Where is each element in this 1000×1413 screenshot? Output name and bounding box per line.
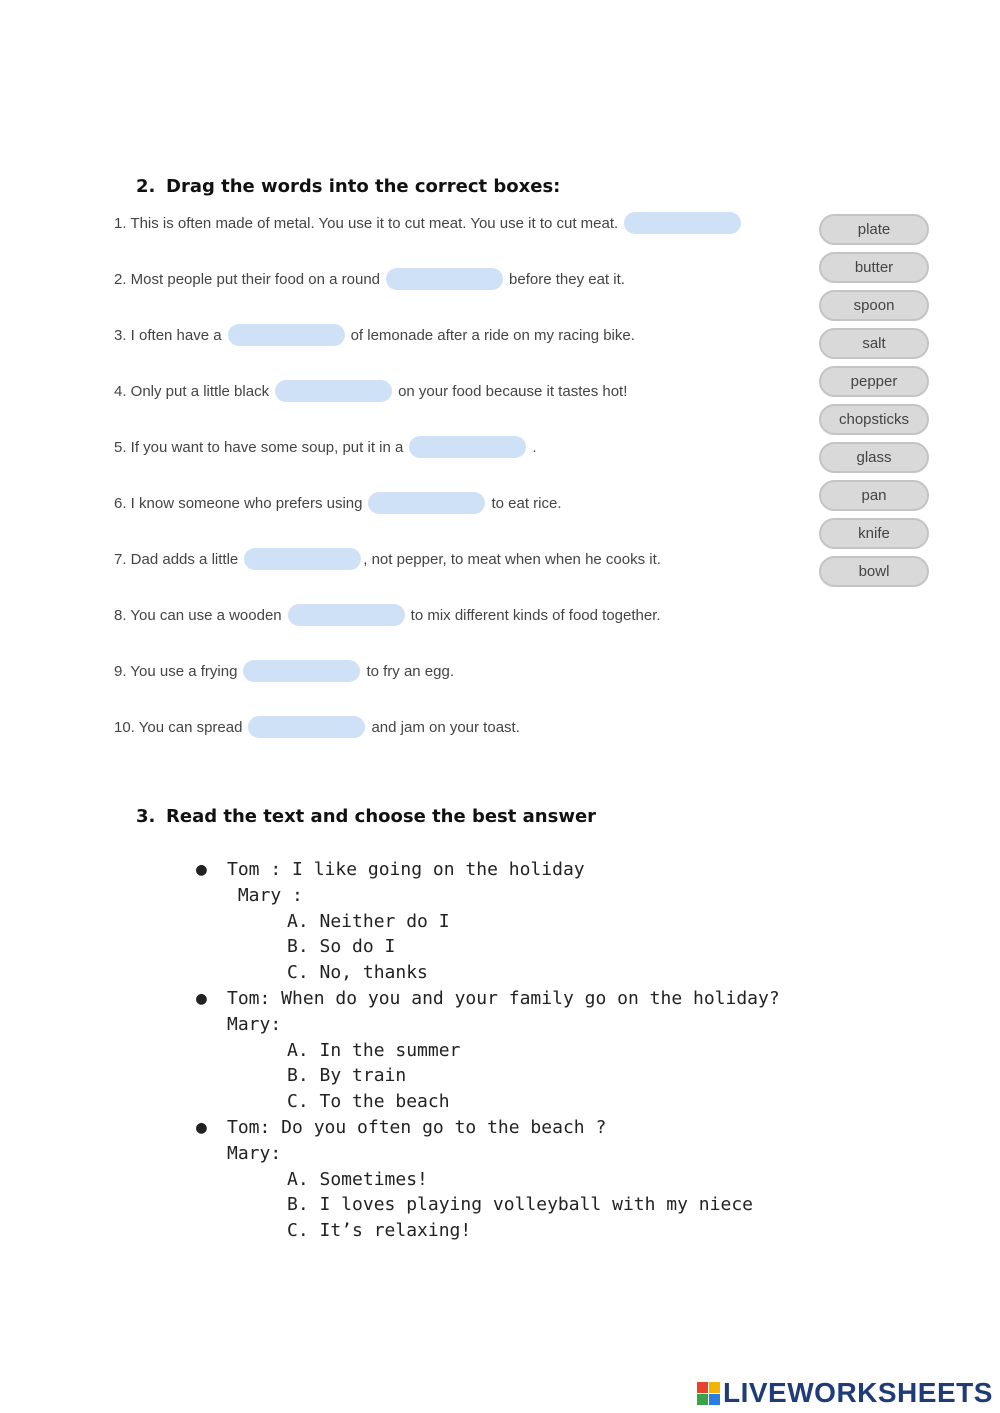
- answer-option[interactable]: C. It’s relaxing!: [287, 1220, 472, 1242]
- sentence-text-before: 2. Most people put their food on a round: [114, 270, 381, 288]
- word-chip-bowl[interactable]: bowl: [819, 556, 929, 587]
- word-chip-knife[interactable]: knife: [819, 518, 929, 549]
- word-chip-salt[interactable]: salt: [819, 328, 929, 359]
- liveworksheets-logo-icon: [697, 1382, 720, 1405]
- sentence-text-after: , not pepper, to meat when when he cooks it.: [363, 550, 661, 568]
- question-3: [196, 1115, 780, 1244]
- drop-box-1[interactable]: [624, 212, 741, 234]
- sentence-3: [114, 323, 635, 347]
- section3-heading: [136, 806, 596, 827]
- word-chip-butter[interactable]: butter: [819, 252, 929, 283]
- word-chip-glass[interactable]: glass: [819, 442, 929, 473]
- word-chip-plate[interactable]: plate: [819, 214, 929, 245]
- question-2: [196, 986, 780, 1115]
- sentence-text-before: 9. You use a frying: [114, 662, 238, 680]
- section2-number: 2.: [136, 176, 156, 197]
- mary-line: Mary :: [227, 884, 303, 906]
- drop-box-7[interactable]: [244, 548, 361, 570]
- sentence-text-before: 6. I know someone who prefers using: [114, 494, 363, 512]
- sentence-text-before: 3. I often have a: [114, 326, 222, 344]
- drop-box-2[interactable]: [386, 268, 503, 290]
- word-chip-chopsticks[interactable]: chopsticks: [819, 404, 929, 435]
- answer-option[interactable]: A. Neither do I: [287, 910, 450, 932]
- drop-box-10[interactable]: [248, 716, 365, 738]
- sentence-text-after: to mix different kinds of food together.: [410, 606, 661, 624]
- bullet-icon: ●: [196, 859, 207, 880]
- word-bank: [819, 214, 933, 594]
- answer-option[interactable]: B. By train: [287, 1065, 407, 1087]
- sentence-2: [114, 267, 625, 291]
- section3-title: Read the text and choose the best answer: [166, 806, 597, 827]
- sentence-text-after: to eat rice.: [491, 494, 562, 512]
- sentence-8: [114, 603, 661, 627]
- answer-option[interactable]: C. No, thanks: [287, 962, 428, 984]
- word-chip-spoon[interactable]: spoon: [819, 290, 929, 321]
- logo-square-green: [697, 1394, 708, 1405]
- drop-box-8[interactable]: [288, 604, 405, 626]
- sentence-text-after: to fry an egg.: [366, 662, 454, 680]
- sentence-5: [114, 435, 537, 459]
- liveworksheets-logo: [697, 1377, 993, 1409]
- answer-option[interactable]: B. I loves playing volleyball with my niece: [287, 1194, 753, 1216]
- answer-option[interactable]: A. Sometimes!: [287, 1168, 428, 1190]
- sentence-4: [114, 379, 627, 403]
- drop-box-4[interactable]: [275, 380, 392, 402]
- sentence-1: [114, 211, 747, 235]
- logo-text: LIVEWORKSHEETS: [723, 1377, 993, 1408]
- drop-box-3[interactable]: [228, 324, 345, 346]
- drop-box-5[interactable]: [409, 436, 526, 458]
- question-list: [196, 857, 780, 1244]
- drop-box-9[interactable]: [243, 660, 360, 682]
- word-chip-pan[interactable]: pan: [819, 480, 929, 511]
- tom-line: Tom: Do you often go to the beach ?: [227, 1116, 607, 1138]
- tom-line: Tom : I like going on the holiday: [227, 859, 585, 880]
- sentence-6: [114, 491, 562, 515]
- sentence-text-after: .: [532, 438, 537, 456]
- sentence-text-before: 10. You can spread: [114, 718, 243, 736]
- logo-square-yellow: [709, 1382, 720, 1393]
- sentence-text-after: of lemonade after a ride on my racing bike.: [350, 326, 635, 344]
- bullet-icon: ●: [196, 987, 207, 1009]
- mary-line: Mary:: [227, 1013, 282, 1035]
- section2-heading: [136, 176, 560, 197]
- sentence-text-before: 7. Dad adds a little: [114, 550, 239, 568]
- sentence-text-after: and jam on your toast.: [371, 718, 520, 736]
- sentence-text-after: on your food because it tastes hot!: [398, 382, 628, 400]
- sentence-7: [114, 547, 661, 571]
- sentence-10: [114, 715, 520, 739]
- sentence-text-before: 8. You can use a wooden: [114, 606, 282, 624]
- question-1: [196, 857, 780, 986]
- tom-line: Tom: When do you and your family go on the holiday?: [227, 987, 780, 1009]
- logo-square-blue: [709, 1394, 720, 1405]
- sentence-text-before: 1. This is often made of metal. You use it to cut meat. You use it to cut meat.: [114, 214, 619, 232]
- sentence-text-before: 5. If you want to have some soup, put it in a: [114, 438, 404, 456]
- bullet-icon: ●: [196, 1116, 207, 1138]
- word-chip-pepper[interactable]: pepper: [819, 366, 929, 397]
- answer-option[interactable]: B. So do I: [287, 936, 396, 958]
- section3-number: 3.: [136, 806, 156, 827]
- sentence-text-before: 4. Only put a little black: [114, 382, 270, 400]
- answer-option[interactable]: C. To the beach: [287, 1091, 450, 1113]
- sentence-text-after: before they eat it.: [509, 270, 625, 288]
- answer-option[interactable]: A. In the summer: [287, 1039, 461, 1061]
- section2-title: Drag the words into the correct boxes:: [166, 176, 561, 197]
- sentence-9: [114, 659, 454, 683]
- logo-square-red: [697, 1382, 708, 1393]
- mary-line: Mary:: [227, 1142, 282, 1164]
- drop-box-6[interactable]: [368, 492, 485, 514]
